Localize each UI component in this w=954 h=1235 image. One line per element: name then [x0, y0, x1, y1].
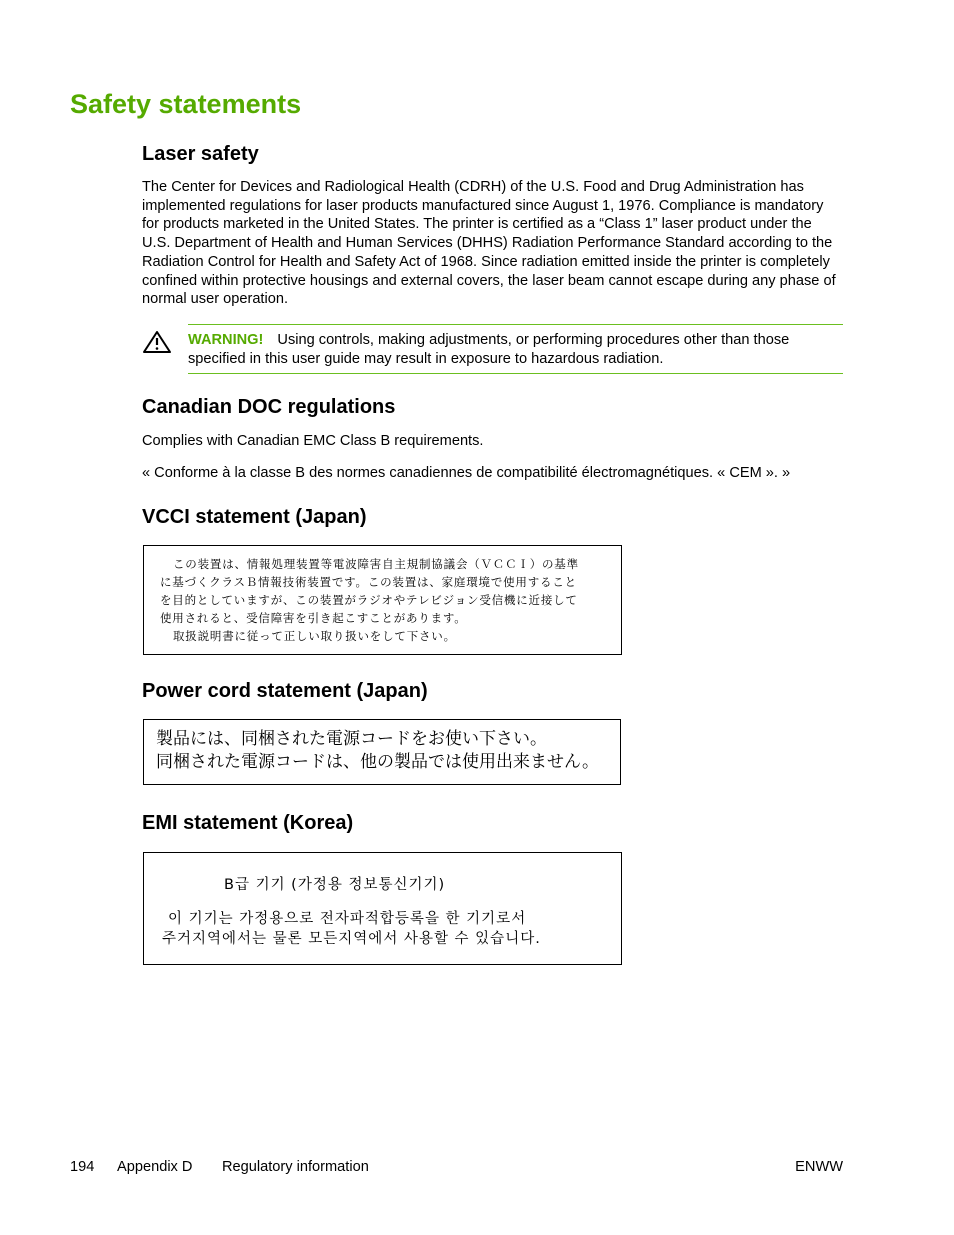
vcci-line: 取扱説明書に従って正しい取り扱いをして下さい。	[173, 629, 456, 643]
warning-text: Using controls, making adjustments, or performing procedures other than those specified in this user guide may result in exposure to hazardous radiation.	[188, 332, 790, 367]
power-cord-heading: Power cord statement (Japan)	[142, 680, 428, 702]
vcci-heading: VCCI statement (Japan)	[142, 506, 367, 528]
korea-line: 이 기기는 가정용으로 전자파적합등록을 한 기기로서	[168, 911, 527, 927]
footer-chapter: Regulatory information	[222, 1159, 369, 1175]
warning-callout	[188, 324, 843, 374]
vcci-statement-box	[143, 545, 622, 655]
laser-safety-paragraph: The Center for Devices and Radiological Health (CDRH) of the U.S. Food and Drug Administration has implemented regulations for laser products manufactured since August 1, 1976. Compliance is mandatory for products marketed in the United States. The printer is certified as a “Class 1” laser product under the U.S. Department of Health and Human Services (DHHS) Radiation Performance Standard according to the Radiation Control for Health and Safety Act of 1968. Since radiation emitted inside the printer is completely confined within protective housings and external covers, the laser beam cannot escape during any phase of normal user operation.	[142, 179, 836, 308]
canadian-doc-line-french: « Conforme à la classe B des normes canadiennes de compatibilité électromagnétiques. « CEM ». »	[142, 465, 791, 481]
warning-triangle-icon	[142, 330, 172, 354]
power-cord-line: 同梱された電源コードは、他の製品では使用出来ません。	[156, 752, 600, 772]
power-cord-line: 製品には、同梱された電源コードをお使い下さい。	[156, 729, 547, 749]
warning-label: WARNING!	[188, 332, 264, 348]
emi-korea-heading: EMI statement (Korea)	[142, 812, 354, 834]
footer-doc-code: ENWW	[795, 1159, 843, 1175]
emi-korea-statement-box	[143, 852, 622, 965]
korea-line: 주거지역에서는 물론 모든지역에서 사용할 수 있습니다.	[162, 931, 541, 947]
vcci-line: を目的としていますが、この装置がラジオやテレビジョン受信機に近接して	[160, 593, 578, 607]
vcci-line: に基づくクラスＢ情報技術装置です。この装置は、家庭環境で使用すること	[160, 575, 577, 589]
vcci-line: 使用されると、受信障害を引き起こすことがあります。	[160, 611, 467, 625]
laser-safety-heading: Laser safety	[142, 143, 259, 165]
korea-line: B급 기기 (가정용 정보통신기기)	[224, 877, 446, 893]
footer-page-number: 194	[70, 1159, 95, 1175]
canadian-doc-heading: Canadian DOC regulations	[142, 396, 396, 418]
power-cord-statement-box	[143, 719, 621, 785]
vcci-line: この装置は、情報処理装置等電波障害自主規制協議会（ＶＣＣＩ）の基準	[173, 557, 579, 571]
footer-section: Appendix D	[117, 1159, 193, 1175]
page-title: Safety statements	[70, 89, 302, 119]
canadian-doc-line-english: Complies with Canadian EMC Class B requirements.	[142, 433, 484, 449]
